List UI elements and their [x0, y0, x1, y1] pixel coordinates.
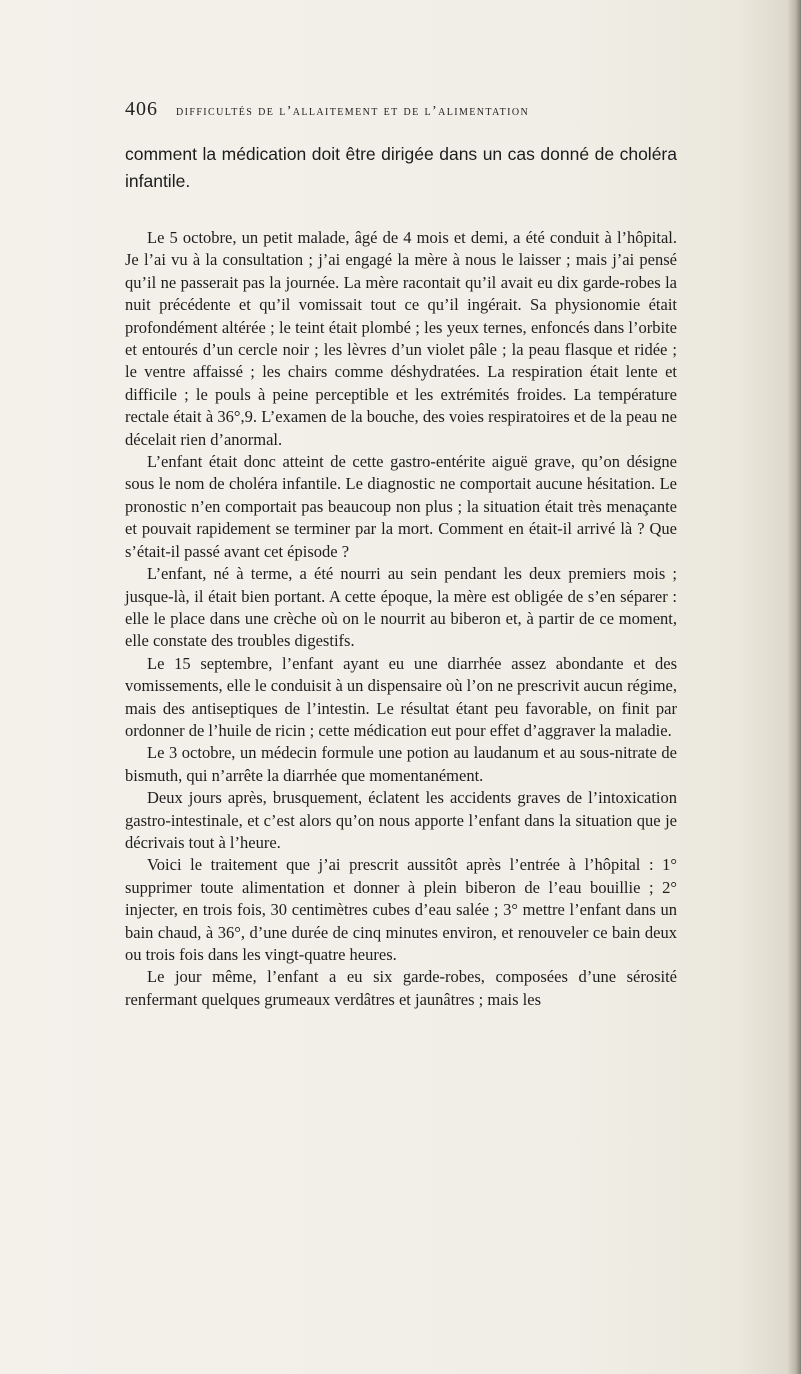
- running-header: [125, 98, 685, 121]
- page-number: 406: [125, 98, 158, 120]
- page-edge-shadow: [787, 0, 801, 1374]
- lead-paragraph: comment la médication doit être dirigée dans un cas donné de choléra infantile.: [125, 144, 677, 191]
- paragraph: Le 15 septembre, l’enfant ayant eu une diarrhée assez abondante et des vomissements, elle le conduisit à un dispensaire où l’on ne prescrivit aucun régime, mais des antiseptiques de l’intestin. Le résultat étant peu favorable, on finit par ordonner de l’huile de ricin ; cette médication eut pour effet d’aggraver la maladie.: [125, 653, 677, 740]
- paragraph: Le 3 octobre, un médecin formule une potion au laudanum et au sous-nitrate de bismuth, qui n’arrête la diarrhée que momentanément.: [125, 743, 677, 785]
- paragraph: L’enfant, né à terme, a été nourri au sein pendant les deux premiers mois ; jusque-là, il était bien portant. A cette époque, la mère est obligée de s’en séparer : elle le place dans une crèche où on le nourrit au biberon et, à partir de ce moment, elle constate des troubles digestifs.: [125, 564, 677, 651]
- paragraph: Le 5 octobre, un petit malade, âgé de 4 mois et demi, a été conduit à l’hôpital. Je l’ai vu à la consultation ; j’ai engagé la mère à nous le laisser ; mais j’ai pensé qu’il ne passerait pas la journée. La mère racontait qu’il avait eu dix garde-robes la nuit précédente et qu’il vomissait tout ce qu’il ingérait. Sa physionomie était profondément altérée ; le teint était plombé ; les yeux ternes, enfoncés dans l’orbite et entourés d’un cercle noir ; les lèvres d’un violet pâle ; la peau flasque et ridée ; le ventre affaissé ; les chairs comme déshydratées. La respiration était lente et difficile ; le pouls à peine perceptible et les extrémités froides. La température rectale était à 36°,9. L’examen de la bouche, des voies respiratoires et de la peau ne décelait rien d’anormal.: [125, 228, 677, 449]
- running-title: difficultés de l’allaitement et de l’alimentation: [176, 104, 530, 119]
- paragraph: L’enfant était donc atteint de cette gastro-entérite aiguë grave, qu’on désigne sous le nom de choléra infantile. Le diagnostic ne comportait aucune hésitation. Le pronostic n’en comportait pas beaucoup non plus ; la situation était très menaçante et pouvait rapidement se terminer par la mort. Comment en était-il arrivé là ? Que s’était-il passé avant cet épisode ?: [125, 452, 677, 561]
- paragraph: Le jour même, l’enfant a eu six garde-robes, composées d’une sérosité renfermant quelques grumeaux verdâtres et jaunâtres ; mais les: [125, 967, 677, 1009]
- body-text: [125, 227, 677, 1011]
- paragraph: Voici le traitement que j’ai prescrit aussitôt après l’entrée à l’hôpital : 1° supprimer toute alimentation et donner à plein biberon de l’eau bouillie ; 2° injecter, en trois fois, 30 centimètres cubes d’eau salée ; 3° mettre l’enfant dans un bain chaud, à 36°, d’une durée de cinq minutes environ, et renouveler ce bain deux ou trois fois dans les vingt-quatre heures.: [125, 855, 677, 964]
- paragraph: Deux jours après, brusquement, éclatent les accidents graves de l’intoxication gastro-intestinale, et c’est alors qu’on nous apporte l’enfant dans la situation que je décrivais tout à l’heure.: [125, 788, 677, 852]
